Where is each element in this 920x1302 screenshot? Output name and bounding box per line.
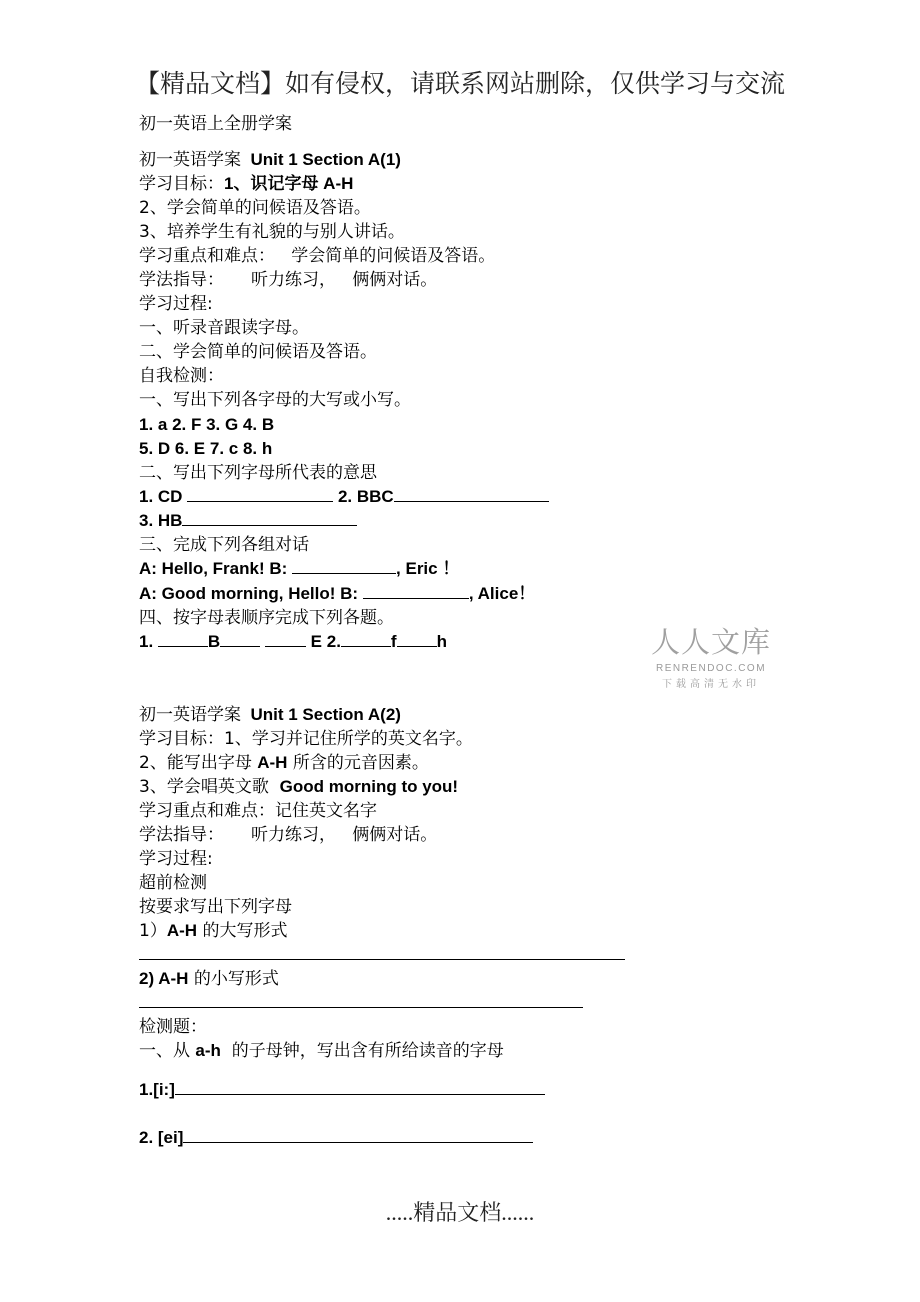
s2-p1 <box>139 1079 545 1101</box>
s2-title-en: Unit 1 Section A(2) <box>250 705 401 724</box>
s2-pre: 超前检测 <box>139 873 207 893</box>
s1-q2b-1: 3. HB <box>139 511 183 530</box>
blank-line[interactable] <box>220 632 260 647</box>
doc-title: 初一英语上全册学案 <box>139 114 292 134</box>
renrendoc-watermark <box>646 620 776 690</box>
s2-t1-b: a-h <box>195 1041 221 1060</box>
s1-step1: 一、听录音跟读字母。 <box>139 318 309 338</box>
s2-p1-label: 1.[i:] <box>139 1080 175 1099</box>
s1-step2: 二、学会简单的问候语及答语。 <box>139 342 377 362</box>
s1-goal-label: 学习目标： <box>139 174 224 194</box>
s1-method: 学法指导： 听力练习， 俩俩对话。 <box>139 270 438 290</box>
blank-line[interactable] <box>182 511 357 526</box>
s2-r1-blank-row <box>139 944 625 966</box>
s2-p2-label: 2. [ei] <box>139 1128 184 1147</box>
s2-r1-a: 1） <box>139 921 167 941</box>
blank-line[interactable] <box>341 632 391 647</box>
s1-q4a-4: f <box>390 632 397 651</box>
s1-q4a <box>139 631 447 653</box>
s1-q3a <box>139 558 459 580</box>
s2-goal2-b: A-H <box>257 753 288 772</box>
s1-q4a-5: h <box>436 632 447 651</box>
watermark-caption: 下载高清无水印 <box>662 679 760 690</box>
s2-r1 <box>139 920 287 942</box>
s1-q1a: 1. a 2. F 3. G 4. B <box>139 415 275 434</box>
blank-line[interactable] <box>175 1080 545 1095</box>
s2-goal <box>139 728 473 750</box>
s2-goal-label: 学习目标： <box>139 729 224 749</box>
s2-process: 学习过程: <box>139 849 213 869</box>
s1-q4a-1: 1. <box>139 632 154 651</box>
s2-r1-b: A-H <box>166 921 198 940</box>
s1-check: 自我检测： <box>139 366 224 386</box>
s2-req: 按要求写出下列字母 <box>139 897 292 917</box>
s2-goal1: 1、学习并记住所学的英文名字。 <box>224 729 473 749</box>
s1-q4a-3: E 2. <box>310 632 341 651</box>
s1-q4a-2: B <box>207 632 221 651</box>
s1-title <box>139 149 401 171</box>
s1-goal2: 2、学会简单的问候语及答语。 <box>139 198 371 218</box>
blank-line[interactable] <box>139 993 583 1008</box>
blank-line[interactable] <box>397 632 437 647</box>
s2-goal3-a: 3、学会唱英文歌 <box>139 777 280 797</box>
s2-t1-a: 一、从 <box>139 1041 196 1061</box>
s1-goal1: 1、识记字母 A-H <box>224 174 354 193</box>
s2-key: 学习重点和难点：记住英文名字 <box>139 801 377 821</box>
blank-line[interactable] <box>292 559 396 574</box>
s2-t1 <box>139 1040 504 1062</box>
blank-line[interactable] <box>363 584 469 599</box>
s2-r2-b: 的小写形式 <box>188 969 279 989</box>
s2-title-cn: 初一英语学案 <box>139 705 241 725</box>
s1-q2: 二、写出下列字母所代表的意思 <box>139 463 377 483</box>
s2-goal3-b: Good morning to you! <box>279 777 459 796</box>
blank-line[interactable] <box>394 487 549 502</box>
s2-r2-a: 2) A-H <box>139 969 189 988</box>
s2-method: 学法指导： 听力练习， 俩俩对话。 <box>139 825 438 845</box>
s2-goal2-a: 2、能写出字母 <box>139 753 258 773</box>
watermark-url: RENRENDOC.COM <box>655 663 767 674</box>
page-footer: .....精品文档...... <box>385 1200 535 1225</box>
s1-q2a-2: 2. BBC <box>337 487 394 506</box>
s2-goal2-c: 所含的元音因素。 <box>287 753 429 773</box>
page-header-notice: 【精品文档】如有侵权，请联系网站删除，仅供学习与交流 <box>134 71 785 98</box>
s1-title-cn: 初一英语学案 <box>139 150 241 170</box>
s2-goal3 <box>139 776 458 798</box>
s1-q3a-1: A: Hello, Frank! B: <box>139 559 288 578</box>
s2-p2 <box>139 1127 533 1149</box>
s2-t1-c: 的子母钟，写出含有所给读音的字母 <box>220 1041 504 1061</box>
blank-line[interactable] <box>139 945 625 960</box>
s2-goal2 <box>139 752 429 774</box>
watermark-title: 人人文库 <box>650 625 771 659</box>
blank-line[interactable] <box>265 632 306 647</box>
s2-r2-blank-row <box>139 992 583 1014</box>
blank-line[interactable] <box>158 632 208 647</box>
blank-line[interactable] <box>187 487 333 502</box>
s1-q1b: 5. D 6. E 7. c 8. h <box>139 439 273 458</box>
s1-q2b <box>139 510 357 532</box>
s1-q4: 四、按字母表顺序完成下列各题。 <box>139 608 394 628</box>
s1-q3: 三、完成下列各组对话 <box>139 535 309 555</box>
s1-key: 学习重点和难点： 学会简单的问候语及答语。 <box>139 246 496 266</box>
blank-line[interactable] <box>183 1128 533 1143</box>
s1-q1: 一、写出下列各字母的大写或小写。 <box>139 390 411 410</box>
s1-q3b-1: A: Good morning, Hello! B: <box>139 584 359 603</box>
s2-test: 检测题： <box>139 1017 207 1037</box>
s1-q2a-1: 1. CD <box>139 487 183 506</box>
s1-title-en: Unit 1 Section A(1) <box>250 150 401 169</box>
s1-q3b <box>139 583 535 605</box>
s1-goal <box>139 173 353 195</box>
s1-q3b-2: , Alice！ <box>468 584 536 603</box>
s2-r2 <box>139 968 279 990</box>
s1-process: 学习过程: <box>139 294 213 314</box>
s1-goal3: 3、培养学生有礼貌的与别人讲话。 <box>139 222 405 242</box>
s1-q2a <box>139 486 549 508</box>
s2-r1-c: 的大写形式 <box>197 921 288 941</box>
s1-q3a-2: , Eric ！ <box>396 559 460 578</box>
s2-title <box>139 704 401 726</box>
